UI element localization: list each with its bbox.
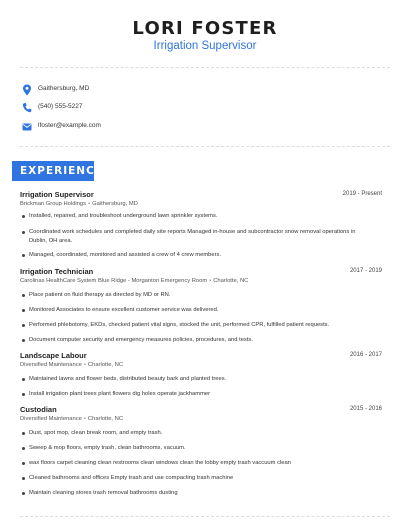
job-company-line: Brickman Group Holdings • Gaithersburg, MD (20, 201, 138, 207)
job-company-line: Diversified Maintenance • Charlotte, NC (20, 362, 124, 368)
job-company-line: Diversified Maintenance • Charlotte, NC (20, 416, 124, 422)
job-title: Custodian (20, 405, 57, 414)
job-location: Charlotte, NC (87, 416, 124, 422)
job-title: Landscape Labour (20, 351, 87, 360)
section-heading-label: EXPERIENCE (20, 165, 103, 177)
job-dates: 2015 - 2016 (349, 406, 382, 412)
location-text: Gaithersburg, MD (38, 85, 90, 92)
job-dates: 2017 - 2019 (349, 268, 382, 274)
candidate-name: LORI FOSTER (132, 18, 278, 39)
job-company: Carolinas HealthCare System Blue Ridge - Morganton Emergency Room (20, 278, 208, 284)
phone-icon (22, 102, 32, 114)
job-dates: 2016 - 2017 (349, 352, 382, 358)
job-location: Charlotte, NC (213, 278, 249, 284)
contact-email[interactable] (20, 121, 390, 135)
job-title: Irrigation Technician (20, 267, 94, 276)
job-title: Irrigation Supervisor (20, 190, 94, 199)
job-company: Diversified Maintenance (20, 416, 82, 422)
email-link[interactable]: lfoster@example.com (38, 122, 101, 129)
job-dates: 2019 - Present (342, 191, 382, 197)
job-location: Gaithersburg, MD (92, 201, 138, 207)
phone-text: (540) 555-5227 (38, 103, 83, 110)
divider (20, 516, 390, 517)
job-company: Brickman Group Holdings (20, 201, 87, 207)
section-heading-experience (12, 161, 103, 181)
job-company: Diversified Maintenance (20, 362, 82, 368)
divider (20, 67, 390, 68)
contact-location (20, 84, 390, 98)
divider (20, 146, 390, 147)
resume-page: LORI FOSTER Irrigation Supervisor Gaithersburg, MD (540) 555-5227 lfoster@example.com EXPERIENCE Irrigation Supervisor 2019 - Present Brickman Group Holdings • Gaithersburg, MD Installed, repaired, and troubleshoot underground lawn sprinkler systems. Coordinated work schedules and completed daily site reports Managed in-house and subcontractor snow removal operations in Dublin, OH area. Managed, coordinated, monitored and assisted a crew of 4 crew members. Irrigation Technician 2017 - 2019 Carolinas HealthCare System Blue Ridge - Morganton Emergency Room • Charlotte, NC Place patient on fluid therapy as directed by MD or RN. Monitored Associates to ensure excellent customer service was delivered. Performed phlebotomy, EKDs, checked patient vital signs, stocked the unit, performed CPR, fulfilled patient requests. Document computer security and emergency measures policies, procedures, and tests. Landscape Labour 2016 - 2017 Diversified Maintenance • Charlotte, NC Maintained lawns and flower beds, distributed beauty bark and planted trees. Install irrigation plant trees plant flowers dig holes operate jackhammer Custodian 2015 - 2016 Diversified Maintenance • Charlotte, NC Dust, spot mop, clean break room, and empty trash. Sweep & mop floors, empty trash, clean bathrooms, vacuum. wax floors carpet cleaning clean restrooms clean windows clean the lobby empty trash vaccuum clean Cleaned bathrooms and offices Empty trash and use compacting trash machine Maintain cleaning stores trash removal bathrooms dusting (0, 0, 410, 530)
candidate-title: Irrigation Supervisor (153, 40, 257, 52)
contact-phone (20, 102, 390, 116)
job-location: Charlotte, NC (87, 362, 124, 368)
envelope-icon (22, 121, 32, 133)
job-company-line: Carolinas HealthCare System Blue Ridge - Morganton Emergency Room • Charlotte, NC (20, 278, 249, 284)
location-pin-icon (22, 84, 32, 96)
